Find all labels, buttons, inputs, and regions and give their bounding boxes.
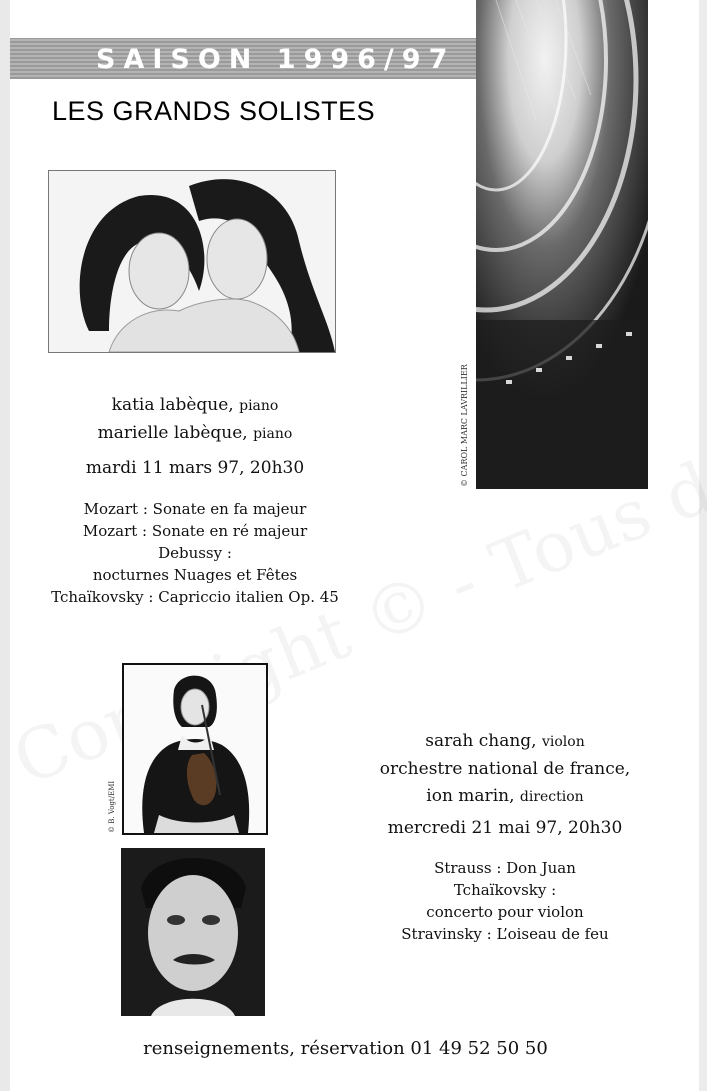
concert1-date: mardi 11 mars 97, 20h30 (85, 458, 305, 478)
program-item: Mozart : Sonate en fa majeur (83, 500, 307, 518)
sarah-chang-photo (122, 663, 268, 835)
concert2-program (360, 857, 650, 945)
season-label: SAISON 1996/97 (96, 44, 456, 75)
concert-hall-photo (476, 0, 648, 489)
program-item: Strauss : Don Juan (434, 859, 576, 877)
artist-role: piano (239, 398, 279, 414)
artist-role: piano (253, 426, 293, 442)
artist-name: marielle labèque (97, 423, 243, 443)
page-edge-left (0, 0, 10, 1091)
program-item: concerto pour violon (426, 903, 584, 921)
concert1-artists (40, 392, 350, 448)
program-item: Debussy : (158, 544, 232, 562)
program-item: nocturnes Nuages et Fêtes (92, 566, 298, 584)
artist-name: orchestre national de france (379, 759, 625, 779)
artist-name: sarah chang (425, 731, 532, 751)
program-item: Tchaïkovsky : (453, 881, 557, 899)
reservation-info: renseignements, réservation 01 49 52 50 50 (143, 1038, 548, 1059)
artist-name: ion marin (426, 786, 510, 806)
artist-line: marielle labèque, piano (97, 423, 293, 443)
concert1-program (30, 498, 360, 608)
artist-line: ion marin, direction (426, 786, 584, 806)
photo-credit-chang: © B. Vogt/EMI (108, 780, 116, 833)
artist-line: katia labèque, piano (111, 395, 279, 415)
ion-marin-photo (121, 848, 265, 1016)
concert2-artists (360, 728, 650, 811)
labeque-sisters-photo (48, 170, 336, 353)
concert2-date: mercredi 21 mai 97, 20h30 (387, 818, 623, 838)
page-edge-right (699, 0, 707, 1091)
program-item: Mozart : Sonate en ré majeur (82, 522, 308, 540)
artist-line: orchestre national de france, (379, 759, 631, 779)
artist-line: sarah chang, violon (425, 731, 585, 751)
series-title: LES GRANDS SOLISTES (52, 96, 376, 126)
artist-role: direction (519, 789, 584, 805)
photo-credit-hall: © CAROL MARC LAVRILLIER (460, 364, 469, 487)
artist-name: katia labèque (111, 395, 229, 415)
program-item: Stravinsky : L’oiseau de feu (401, 925, 609, 943)
artist-role: violon (541, 734, 585, 750)
program-item: Tchaïkovsky : Capriccio italien Op. 45 (51, 588, 339, 606)
